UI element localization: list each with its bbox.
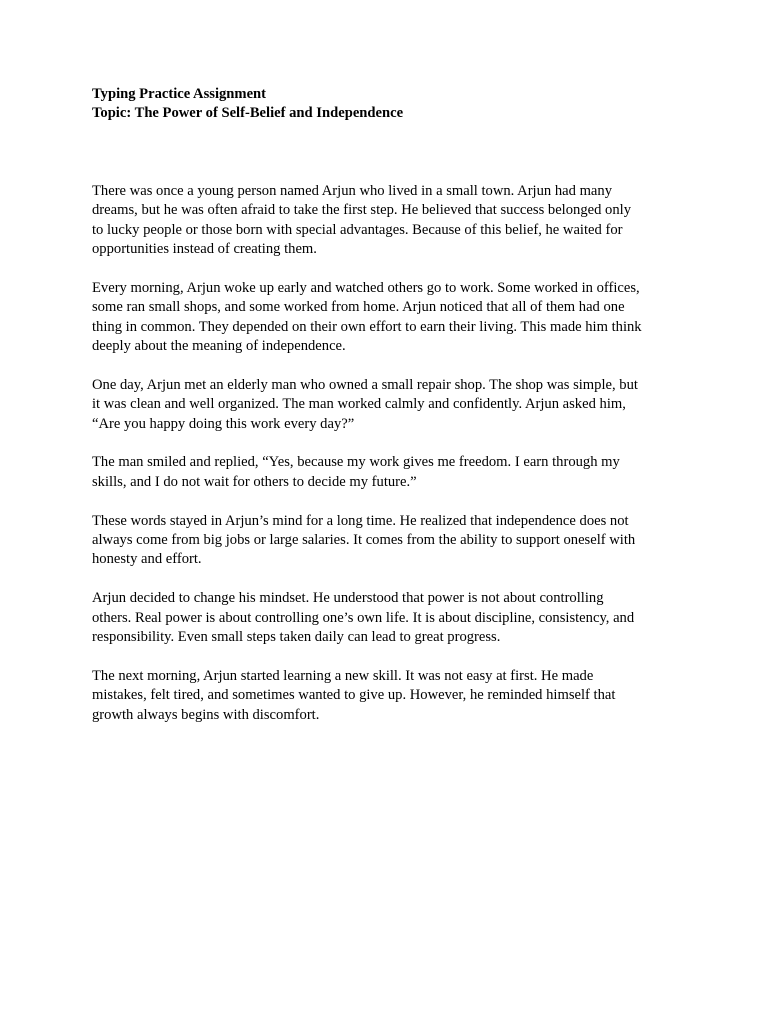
paragraph-line: growth always begins with discomfort. <box>92 706 320 723</box>
paragraph <box>92 512 692 570</box>
paragraph <box>92 589 692 647</box>
paragraph-line: honesty and effort. <box>92 551 202 568</box>
paragraph-line: The next morning, Arjun started learning a new skill. It was not easy at first. He made <box>92 667 594 684</box>
document-topic: Topic: The Power of Self-Belief and Independence <box>92 105 404 122</box>
paragraph-line: “Are you happy doing this work every day?” <box>92 415 355 432</box>
paragraph-line: responsibility. Even small steps taken daily can lead to great progress. <box>92 629 501 646</box>
paragraph <box>92 279 692 357</box>
paragraph-line: opportunities instead of creating them. <box>92 241 317 258</box>
paragraph <box>92 182 692 260</box>
paragraph-line: deeply about the meaning of independence. <box>92 338 346 355</box>
document-body <box>92 85 692 744</box>
paragraph-line: some ran small shops, and some worked from home. Arjun noticed that all of them had one <box>92 299 625 316</box>
paragraph-line: The man smiled and replied, “Yes, because my work gives me freedom. I earn through my <box>92 454 620 471</box>
paragraph-line: There was once a young person named Arjun who lived in a small town. Arjun had many <box>92 182 612 199</box>
paragraph-line: always come from big jobs or large salaries. It comes from the ability to support oneself with <box>92 532 636 549</box>
document-heading <box>92 85 692 124</box>
paragraph <box>92 453 692 492</box>
paragraph-line: Arjun decided to change his mindset. He understood that power is not about controlling <box>92 590 604 607</box>
paragraph <box>92 376 692 434</box>
paragraph-line: to lucky people or those born with special advantages. Because of this belief, he waited for <box>92 221 623 238</box>
document-title: Typing Practice Assignment <box>92 86 267 102</box>
paragraph-line: skills, and I do not wait for others to decide my future.” <box>92 473 417 490</box>
paragraph-line: it was clean and well organized. The man worked calmly and confidently. Arjun asked him, <box>92 396 626 413</box>
paragraph-line: One day, Arjun met an elderly man who owned a small repair shop. The shop was simple, but <box>92 376 638 393</box>
paragraph-line: Every morning, Arjun woke up early and watched others go to work. Some worked in offices, <box>92 279 640 296</box>
paragraph-line: thing in common. They depended on their own effort to earn their living. This made him think <box>92 318 642 335</box>
paragraph-line: dreams, but he was often afraid to take the first step. He believed that success belonged only <box>92 202 631 219</box>
paragraph-line: mistakes, felt tired, and sometimes wanted to give up. However, he reminded himself that <box>92 687 616 704</box>
paragraph-line: These words stayed in Arjun’s mind for a long time. He realized that independence does not <box>92 512 629 529</box>
paragraph-line: others. Real power is about controlling one’s own life. It is about discipline, consistency, and <box>92 609 635 626</box>
paragraph <box>92 667 692 725</box>
